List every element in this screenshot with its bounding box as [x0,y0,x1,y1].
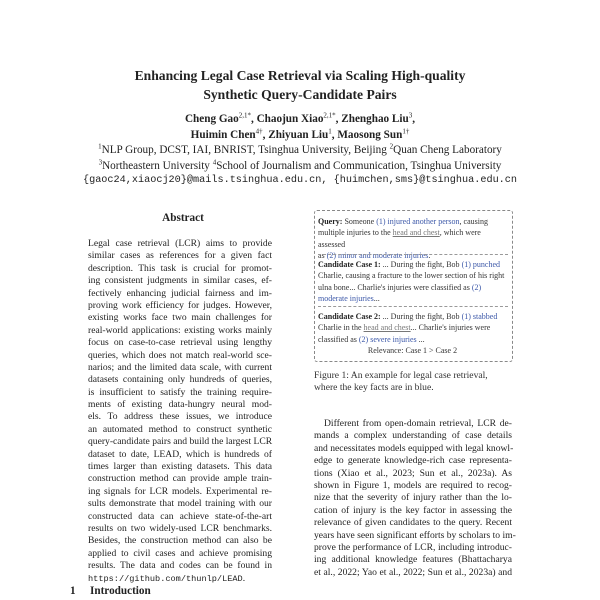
fig-text: as [318,250,327,260]
abstract-line: Besides, the construction method can also be [88,535,272,547]
abstract-line: existing works face two main challenges for [88,312,272,324]
abstract-line: description. This task is crucial for promot- [88,262,272,274]
key-fact: (1) injured another person [376,217,460,226]
fig-text: ... Charlie's injuries were [410,323,491,333]
figure-1-caption: Figure 1: An example for legal case retrieval, where the key facts are in blue. [314,370,488,394]
fig-text: . [428,250,431,260]
figure-divider [318,306,508,307]
author-name: Zhiyuan Liu [268,128,329,141]
key-fact: moderate injuries [318,293,374,303]
abstract-line: construction method can provide ample train- [88,473,272,485]
author-sup: 4† [255,126,263,135]
author-emails: {gaoc24,xiaocj20}@mails.tsinghua.edu.cn, {huimchen,sms}@tsinghua.edu.cn [82,175,518,186]
abstract-line: proving work efficiency for judges. However, [88,299,272,311]
fig-text: Charlie, causing a fracture to the lower section of his right [318,271,505,281]
body-line: mands a complex understanding of case details [314,430,512,442]
figure-candidate-case-1 [318,259,508,304]
fig-text: Someone [342,217,377,226]
key-fact: (2) severe injuries [358,334,417,344]
figure-candidate-case-2 [318,311,508,345]
abstract-line: ments of existing data-hungry neural mod- [88,399,272,411]
author-name: Huimin Chen [190,128,256,141]
abstract-line: results. The data and codes can be found in [88,560,272,572]
abstract-line: an automated method to construct synthetic [88,423,272,435]
fig-text: , causing [459,217,488,226]
section-title: Introduction [90,585,151,597]
key-fact: (1) punched [461,260,500,269]
abstract-line: fectively enhancing judicial fairness and im- [88,287,272,299]
repository-link[interactable]: https://github.com/thunlp/LEAD [88,573,243,584]
abstract-line: similar cases as references for a given fact [88,250,272,262]
key-fact: (2) minor and moderate injuries [326,250,429,260]
abstract-line [88,573,272,585]
fig-text: ... [416,334,425,344]
abstract-body [88,238,272,585]
abstract-line: queries, which does not match real-world sce- [88,349,272,361]
figure-relevance-label: Relevance: Case 1 > Case 2 [367,346,458,355]
abstract-line: Legal case retrieval (LCR) aims to provide [88,238,272,249]
paper-title [0,66,600,104]
query-label: Query: [318,217,343,226]
affil-sup: 4 [212,157,217,166]
body-line: prove the performance of LCR, including introduc- [314,541,512,553]
body-line: edge to generate knowledge-rich case representa- [314,455,512,467]
body-line: ing additional knowledge features (Bhattacharya [314,554,512,566]
title-line-1: Enhancing Legal Case Retrieval via Scaling High-quality [134,68,466,83]
affil-text: Northeastern University [102,159,213,172]
abstract-line: real-world applications: existing works mainly [88,324,272,336]
body-line: cation of injury is the key factor in assessing the [314,504,512,516]
author-line-2: Huimin Chen$^{4\dagger}$, Zhiyuan Liu$^1$, Maosong Sun$^{1\dagger}$ [190,126,410,141]
fig-text: ulna bone... Charlie's injuries were classified as [318,282,472,292]
case-label: Candidate Case 2: [318,312,381,321]
affil-sup: 2 [389,142,394,151]
distractor-fact: head and chest [392,228,440,238]
distractor-fact: head and chest [363,323,411,333]
abstract-end: . [242,572,246,584]
affiliation-line-2 [0,159,600,175]
body-line: nize that the severity of injury rather than the lo- [314,492,512,504]
key-fact: (1) stabbed [461,312,498,321]
title-line-2: Synthetic Query-Candidate Pairs [203,87,397,102]
body-line: tions (Xiao et al., 2023; Sun et al., 2023a). As [314,467,512,479]
author-name: Chaojun Xiao [256,113,324,125]
abstract-line: ing consistent judgments in similar cases, ef- [88,275,272,287]
affiliation-line-1 [0,143,600,159]
affil-text: School of Journalism and Communication, Tsinghua University [216,159,502,172]
abstract-heading: Abstract [162,212,204,224]
abstract-line: narios; and the limited data scale, with current [88,361,272,373]
key-fact: (2) [471,282,482,292]
case-label: Candidate Case 1: [318,260,381,269]
abstract-line: query-candidate pairs and build the largest LCR [88,436,273,448]
abstract-line: focus on case-to-case retrieval using lengthy [88,337,272,349]
author-sup: 1† [402,126,410,135]
abstract-line: ing signals for LCR models. Experimental re- [88,485,272,497]
abstract-line: results on two widely-used LCR benchmarks. [88,522,272,534]
author-line-1: Cheng Gao$^{2,1*}$, Chaojun Xiao$^{2,1*}$, Zhenghao Liu$^3$, [184,111,416,125]
abstract-line: applied to civil cases and achieve promising [88,547,272,559]
fig-text: ... During the fight, Bob [380,260,462,269]
fig-text: , which were assessed [318,228,481,249]
affil-sup: 3 [98,157,103,166]
abstract-line: is insufficient to satisfy the training require- [88,386,272,398]
intro-body-text [314,418,516,579]
body-line: shown in Figure 1, models are required to recog- [314,479,512,491]
author-name: Zhenghao Liu [341,113,409,125]
section-heading-introduction [70,585,151,597]
body-line: relevance of given candidates to the query. Recent [314,517,512,529]
author-name: Maosong Sun [337,128,403,141]
body-line: years have seen significant efforts by scholars to im- [314,529,516,541]
figure-divider [318,254,508,255]
affil-text: Quan Cheng Laboratory [393,144,502,156]
body-line: and necessitates models equipped with legal knowl- [314,442,514,454]
author-sup: 2,1* [238,111,251,120]
fig-text: classified as [318,334,359,344]
fig-text: multiple injuries to the [318,228,393,238]
author-sup: 1 [328,126,332,135]
author-sup: 2,1* [323,111,336,120]
abstract-line: els. To address these issues, we introduce [88,411,272,423]
fig-text: ... During the fight, Bob [380,312,462,321]
abstract-line: constructed data can achieve state-of-the-art [88,510,272,522]
fig-text: ... [373,293,380,303]
fig-text: Charlie in the [318,323,364,333]
abstract-line: times larger than existing datasets. This data [88,461,272,473]
abstract-line: datasets containing only hundreds of queries, [88,374,272,386]
affil-sup: 1 [98,142,102,151]
author-name: Cheng Gao [184,113,239,125]
body-line: Different from open-domain retrieval, LCR de- [324,418,512,429]
author-sup: 3 [408,111,413,120]
abstract-line: sults demonstrate that model training with our [88,498,272,510]
abstract-line: dataset to date, LEAD, which is hundreds of [88,448,272,460]
affil-text: NLP Group, DCST, IAI, BNRIST, Tsinghua University, Beijing [101,144,390,156]
affiliations [0,143,600,174]
author-list [0,112,600,143]
section-number: 1 [70,585,76,597]
body-line: et al., 2022; Yao et al., 2022; Sun et al., 2023a) and [314,566,512,578]
